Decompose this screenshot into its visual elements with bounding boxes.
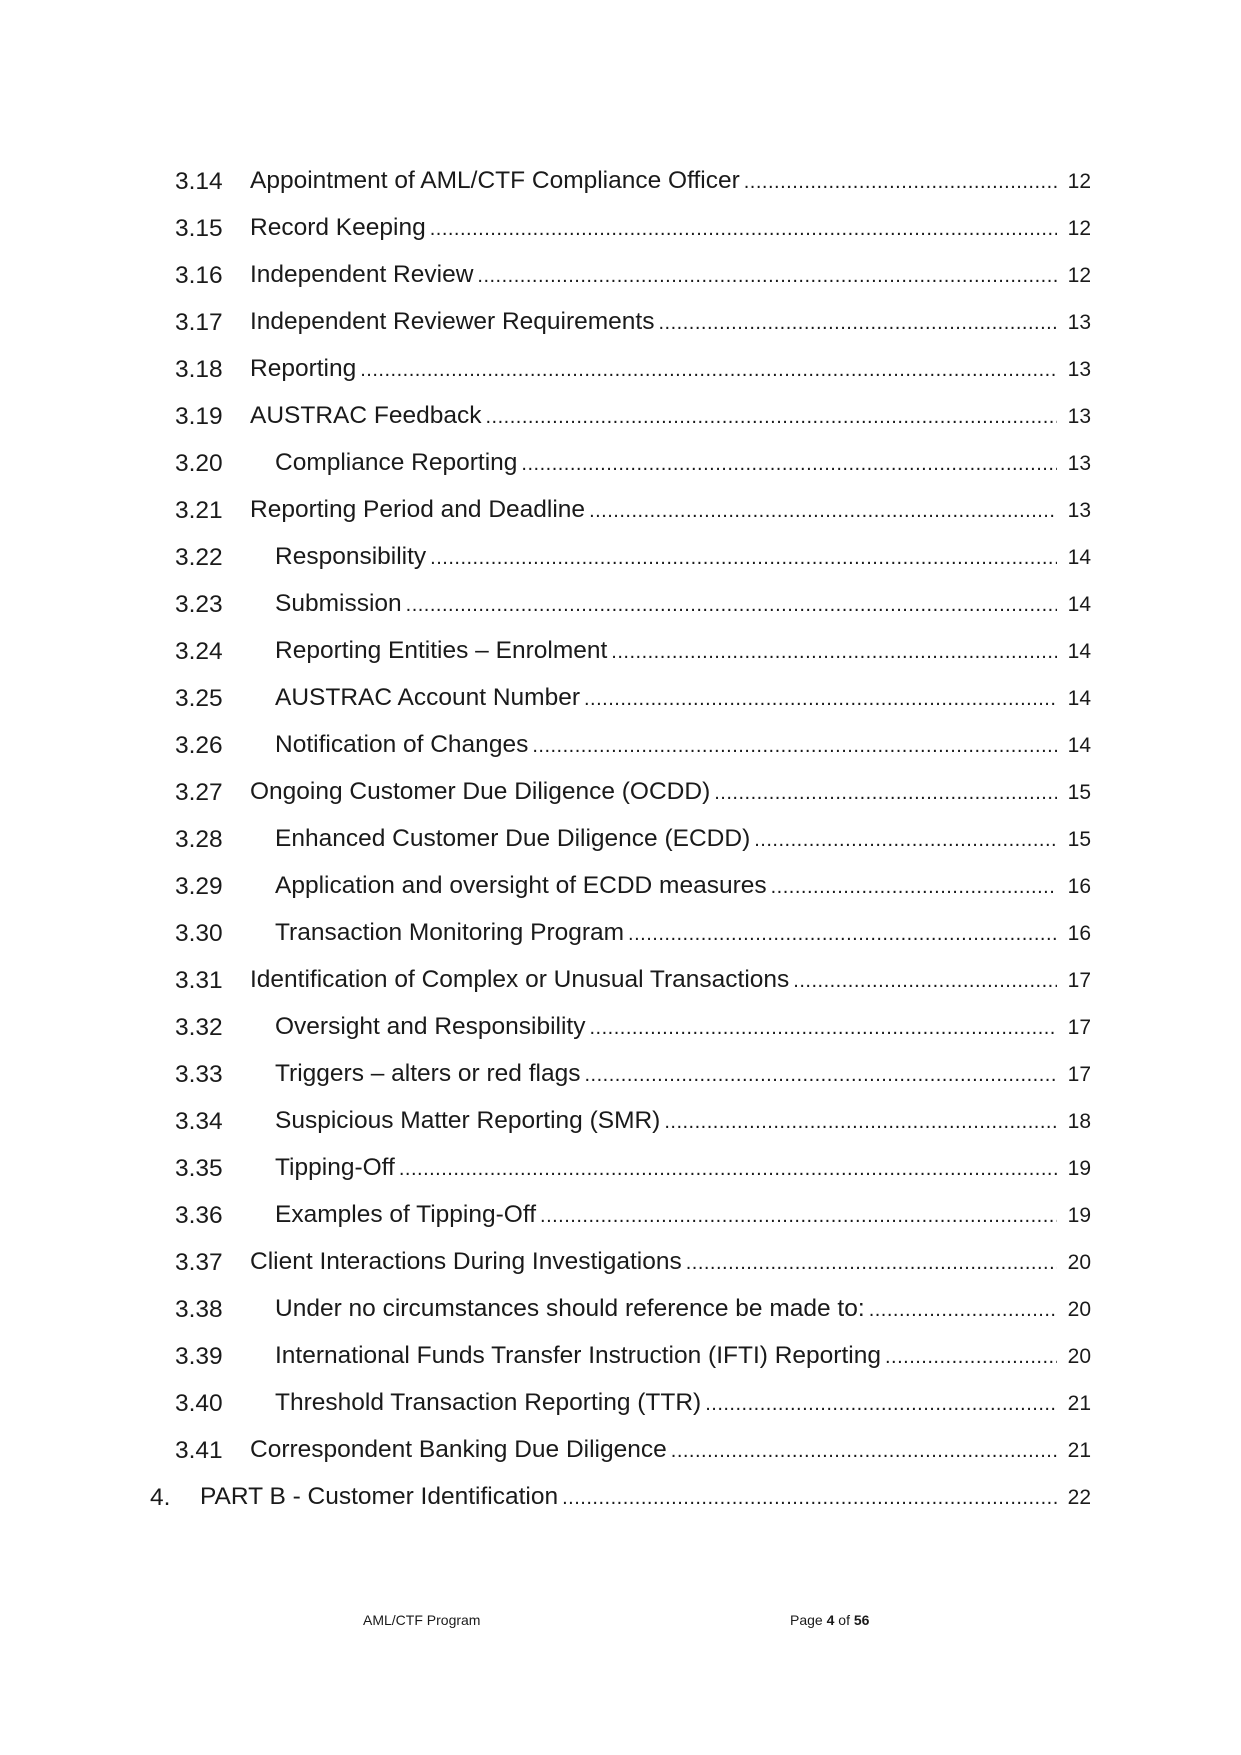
toc-entry[interactable]: [0, 158, 1241, 205]
toc-entry-number: 3.18: [175, 356, 223, 383]
toc-entry-number: 3.39: [175, 1343, 223, 1370]
toc-dot-leader: [590, 1005, 1058, 1052]
toc-entry-line: [250, 1426, 1091, 1475]
toc-entry-page: 17: [1067, 1016, 1091, 1039]
toc-entry-page: 16: [1067, 922, 1091, 945]
toc-entry-line: [250, 251, 1091, 300]
toc-entry-title: Client Interactions During Investigations: [250, 1248, 682, 1275]
toc-entry-page: 12: [1067, 217, 1091, 240]
toc-entry-line: [275, 627, 1091, 676]
toc-entry-title: Application and oversight of ECDD measures: [275, 872, 767, 899]
toc-dot-leader: [532, 723, 1057, 770]
toc-entry-page: 13: [1067, 311, 1091, 334]
toc-entry-title: Reporting Entities – Enrolment: [275, 637, 608, 664]
toc-entry[interactable]: [0, 346, 1241, 393]
toc-entry-line: [250, 1238, 1091, 1287]
toc-dot-leader: [485, 394, 1057, 441]
toc-entry[interactable]: [0, 252, 1241, 299]
toc-entry-line: [275, 1332, 1091, 1381]
toc-entry-line: [275, 1050, 1091, 1099]
toc-dot-leader: [671, 1428, 1057, 1475]
toc-dot-leader: [589, 488, 1057, 535]
toc-dot-leader: [885, 1334, 1057, 1381]
toc-entry[interactable]: [0, 1380, 1241, 1427]
toc-entry-line: [275, 1003, 1091, 1052]
toc-entry-title: Triggers – alters or red flags: [275, 1060, 581, 1087]
toc-entry-number: 3.28: [175, 826, 223, 853]
toc-entry-page: 13: [1067, 499, 1091, 522]
toc-entry-page: 18: [1067, 1110, 1091, 1133]
toc-entry-title: Identification of Complex or Unusual Transactions: [250, 966, 790, 993]
toc-entry-number: 3.17: [175, 309, 223, 336]
toc-entry-page: 14: [1067, 734, 1091, 757]
toc-entry[interactable]: [0, 722, 1241, 769]
toc-entry-title: Responsibility: [275, 543, 427, 570]
footer-page-number: [790, 1612, 869, 1628]
toc-entry-line: [275, 439, 1091, 488]
toc-entry-number: 3.16: [175, 262, 223, 289]
toc-entry-title: Independent Review: [250, 261, 474, 288]
toc-entry[interactable]: [0, 863, 1241, 910]
toc-entry-title: Under no circumstances should reference be made to:: [275, 1295, 865, 1322]
toc-dot-leader: [744, 159, 1057, 206]
toc-entry-title: Independent Reviewer Requirements: [250, 308, 655, 335]
toc-entry-title: Correspondent Banking Due Diligence: [250, 1436, 667, 1463]
toc-dot-leader: [584, 1052, 1057, 1099]
toc-entry-page: 21: [1067, 1392, 1091, 1415]
toc-entry[interactable]: [0, 1051, 1241, 1098]
toc-entry[interactable]: [0, 910, 1241, 957]
toc-entry-number: 3.26: [175, 732, 223, 759]
toc-entry-line: [275, 721, 1091, 770]
toc-entry-number: 3.19: [175, 403, 223, 430]
toc-dot-leader: [686, 1240, 1057, 1287]
toc-entry-number: 3.14: [175, 168, 223, 195]
toc-entry-number: 3.34: [175, 1108, 223, 1135]
toc-entry-number: 3.37: [175, 1249, 223, 1276]
toc-entry-number: 3.41: [175, 1437, 223, 1464]
toc-entry-title: Reporting: [250, 355, 357, 382]
toc-entry-title: Submission: [275, 590, 402, 617]
toc-entry[interactable]: [0, 1192, 1241, 1239]
toc-entry[interactable]: [0, 957, 1241, 1004]
toc-entry-page: 16: [1067, 875, 1091, 898]
toc-entry-number: 3.32: [175, 1014, 223, 1041]
toc-entry[interactable]: [0, 1098, 1241, 1145]
toc-entry-line: [250, 204, 1091, 253]
footer-page-total: 56: [853, 1612, 870, 1628]
toc-entry-title: Oversight and Responsibility: [275, 1013, 586, 1040]
toc-entry-number: 3.20: [175, 450, 223, 477]
toc-entry[interactable]: [0, 628, 1241, 675]
toc-dot-leader: [754, 817, 1057, 864]
toc-entry-line: [275, 1379, 1091, 1428]
toc-entry-line: [250, 298, 1091, 347]
toc-entry-number: 3.21: [175, 497, 223, 524]
toc-entry-title: Ongoing Customer Due Diligence (OCDD): [250, 778, 711, 805]
toc-entry[interactable]: [0, 675, 1241, 722]
toc-entry-page: 19: [1067, 1204, 1091, 1227]
toc-entry-page: 14: [1067, 593, 1091, 616]
toc-entry-page: 13: [1067, 405, 1091, 428]
toc-dot-leader: [562, 1475, 1057, 1522]
toc-entry-number: 3.24: [175, 638, 223, 665]
toc-entry-line: [275, 909, 1091, 958]
toc-entry-title: Examples of Tipping-Off: [275, 1201, 537, 1228]
toc-entry[interactable]: [0, 1474, 1241, 1521]
toc-entry-line: [275, 815, 1091, 864]
toc-entry[interactable]: [0, 393, 1241, 440]
toc-dot-leader: [869, 1287, 1057, 1334]
toc-entry[interactable]: [0, 1239, 1241, 1286]
toc-entry[interactable]: [0, 1333, 1241, 1380]
toc-entry-page: 14: [1067, 546, 1091, 569]
toc-entry[interactable]: [0, 581, 1241, 628]
toc-entry-title: Appointment of AML/CTF Compliance Officer: [250, 167, 740, 194]
footer-page-prefix: Page: [790, 1612, 823, 1628]
toc-entry-page: 22: [1067, 1486, 1091, 1509]
toc-entry-title: Transaction Monitoring Program: [275, 919, 625, 946]
toc-entry-line: [275, 1285, 1091, 1334]
toc-entry-line: [250, 345, 1091, 394]
toc-entry-line: [250, 768, 1091, 817]
footer-document-name: AML/CTF Program: [363, 1612, 481, 1628]
toc-entry-page: 21: [1067, 1439, 1091, 1462]
toc-dot-leader: [521, 441, 1057, 488]
toc-entry-number: 3.40: [175, 1390, 223, 1417]
toc-entry-line: [275, 1191, 1091, 1240]
toc-entry-number: 3.31: [175, 967, 223, 994]
toc-dot-leader: [540, 1193, 1057, 1240]
toc-entry-page: 17: [1067, 1063, 1091, 1086]
toc-entry-line: [200, 1473, 1091, 1522]
toc-entry-page: 15: [1067, 781, 1091, 804]
toc-entry[interactable]: [0, 487, 1241, 534]
toc-entry-line: [275, 1097, 1091, 1146]
toc-entry-line: [250, 486, 1091, 535]
toc-dot-leader: [477, 253, 1057, 300]
toc-entry[interactable]: [0, 299, 1241, 346]
toc-entry-number: 3.25: [175, 685, 223, 712]
toc-entry-page: 15: [1067, 828, 1091, 851]
toc-entry[interactable]: [0, 534, 1241, 581]
toc-entry-title: Notification of Changes: [275, 731, 529, 758]
toc-entry-number: 3.30: [175, 920, 223, 947]
toc-entry-number: 3.29: [175, 873, 223, 900]
toc-entry-number: 3.23: [175, 591, 223, 618]
toc-entry[interactable]: [0, 1427, 1241, 1474]
table-of-contents: [0, 158, 1241, 1521]
toc-entry-page: 17: [1067, 969, 1091, 992]
toc-dot-leader: [714, 770, 1057, 817]
toc-entry-line: [275, 1144, 1091, 1193]
toc-entry[interactable]: [0, 816, 1241, 863]
footer-page-current: 4: [826, 1612, 835, 1628]
toc-entry[interactable]: [0, 1145, 1241, 1192]
toc-dot-leader: [399, 1146, 1057, 1193]
toc-entry-line: [250, 956, 1091, 1005]
toc-dot-leader: [584, 676, 1057, 723]
toc-entry-page: 14: [1067, 687, 1091, 710]
toc-entry-title: Tipping-Off: [275, 1154, 395, 1181]
toc-dot-leader: [360, 347, 1057, 394]
toc-dot-leader: [664, 1099, 1057, 1146]
toc-dot-leader: [659, 300, 1058, 347]
toc-entry-title: Reporting Period and Deadline: [250, 496, 586, 523]
toc-dot-leader: [430, 535, 1057, 582]
toc-entry-title: International Funds Transfer Instruction (IFTI) Reporting: [275, 1342, 881, 1369]
toc-entry-title: AUSTRAC Account Number: [275, 684, 580, 711]
toc-entry[interactable]: [0, 205, 1241, 252]
toc-entry-page: 13: [1067, 358, 1091, 381]
toc-entry-line: [275, 533, 1091, 582]
toc-dot-leader: [771, 864, 1057, 911]
toc-dot-leader: [705, 1381, 1057, 1428]
toc-entry[interactable]: [0, 1004, 1241, 1051]
toc-entry-line: [250, 392, 1091, 441]
toc-entry-number: 3.27: [175, 779, 223, 806]
toc-entry-number: 3.36: [175, 1202, 223, 1229]
toc-entry-page: 12: [1067, 170, 1091, 193]
toc-dot-leader: [406, 582, 1057, 629]
toc-entry-line: [275, 674, 1091, 723]
toc-entry-title: PART B - Customer Identification: [200, 1483, 559, 1510]
toc-entry-number: 3.38: [175, 1296, 223, 1323]
toc-entry-page: 12: [1067, 264, 1091, 287]
toc-entry-title: Threshold Transaction Reporting (TTR): [275, 1389, 702, 1416]
toc-entry-number: 3.22: [175, 544, 223, 571]
toc-entry-line: [275, 862, 1091, 911]
toc-entry-title: Suspicious Matter Reporting (SMR): [275, 1107, 661, 1134]
toc-entry-line: [250, 157, 1091, 206]
toc-entry-page: 14: [1067, 640, 1091, 663]
toc-entry-number: 4.: [150, 1484, 171, 1511]
toc-entry[interactable]: [0, 1286, 1241, 1333]
toc-dot-leader: [793, 958, 1057, 1005]
footer-page-of: of: [838, 1612, 850, 1628]
toc-entry-title: Record Keeping: [250, 214, 426, 241]
toc-entry-title: Compliance Reporting: [275, 449, 518, 476]
toc-entry[interactable]: [0, 769, 1241, 816]
toc-entry-number: 3.15: [175, 215, 223, 242]
toc-entry-title: AUSTRAC Feedback: [250, 402, 482, 429]
toc-entry-number: 3.35: [175, 1155, 223, 1182]
toc-dot-leader: [611, 629, 1057, 676]
toc-entry-line: [275, 580, 1091, 629]
toc-dot-leader: [430, 206, 1057, 253]
toc-entry-page: 20: [1067, 1298, 1091, 1321]
toc-entry-page: 13: [1067, 452, 1091, 475]
toc-entry-page: 19: [1067, 1157, 1091, 1180]
toc-entry-title: Enhanced Customer Due Diligence (ECDD): [275, 825, 751, 852]
toc-entry-page: 20: [1067, 1251, 1091, 1274]
toc-dot-leader: [628, 911, 1057, 958]
toc-entry-number: 3.33: [175, 1061, 223, 1088]
toc-entry[interactable]: [0, 440, 1241, 487]
toc-entry-page: 20: [1067, 1345, 1091, 1368]
